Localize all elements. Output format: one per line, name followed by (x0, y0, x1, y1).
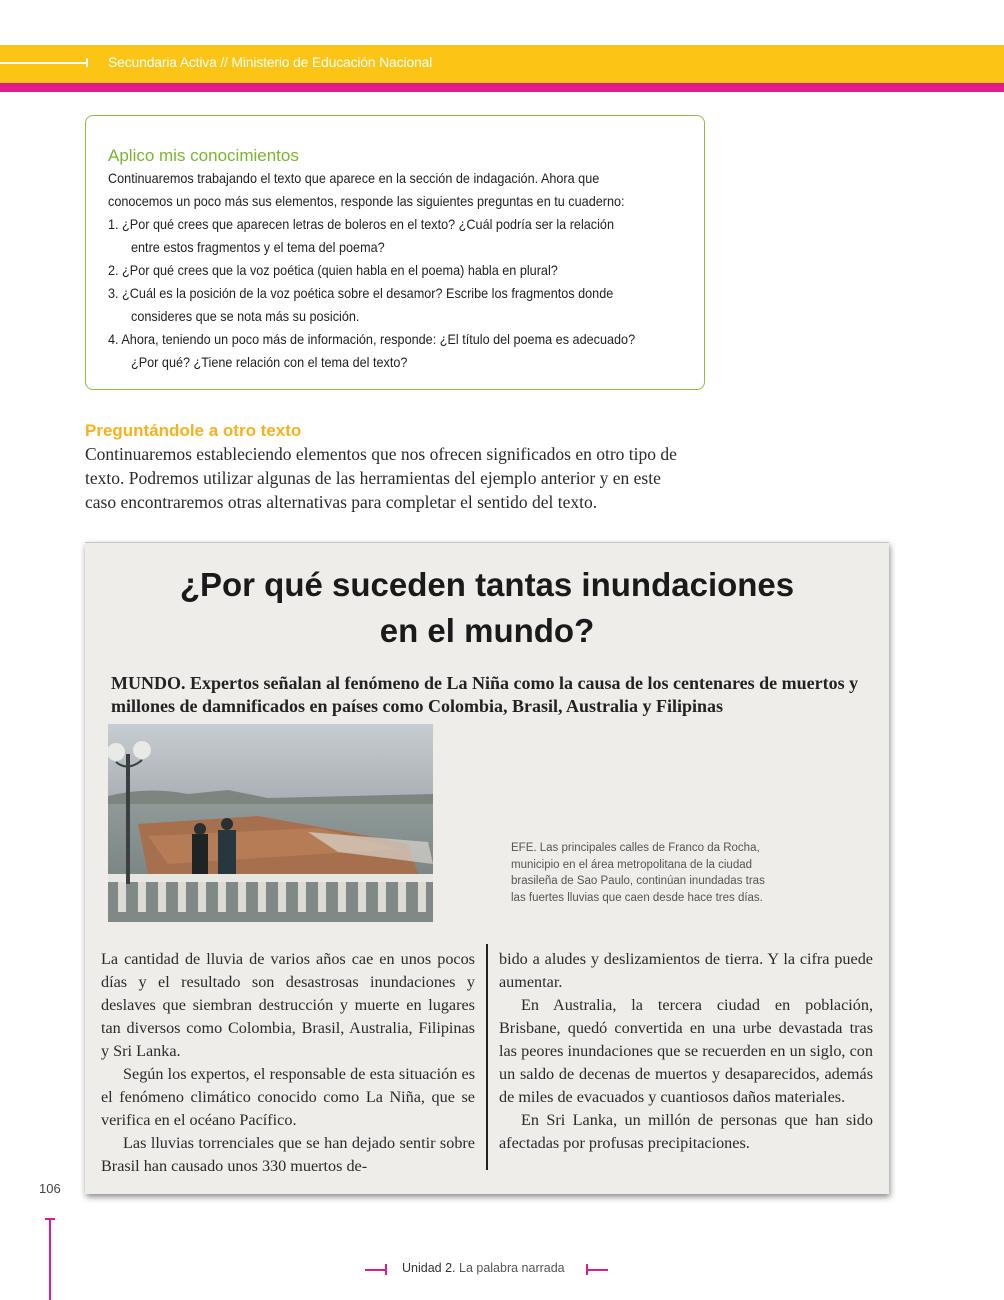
headline-line: ¿Por qué suceden tantas inundaciones (179, 566, 795, 603)
question-3-continued: consideres que se nota más su posición. (131, 309, 360, 324)
question-1-continued: entre estos fragmentos y el tema del poema? (131, 240, 385, 255)
article-paragraph: Las lluvias torrenciales que se han dejado sentir sobre Brasil han causado unos 330 muertos de- (101, 1134, 475, 1175)
footer (365, 1261, 615, 1277)
question-1: 1. ¿Por qué crees que aparecen letras de boleros en el texto? ¿Cuál podría ser la relación (108, 217, 614, 232)
article-paragraph: En Australia, la tercera ciudad en población, Brisbane, quedó convertida en una urbe devastada tras las peores inundaciones que se recuerden en un siglo, con un saldo de decenas de muertos y desaparecidos, además de miles de evacuados y cuantiosos daños materiales. (499, 996, 873, 1106)
column-divider (486, 944, 488, 1170)
headline-line: en el mundo? (379, 612, 595, 649)
flood-photo (108, 724, 433, 922)
margin-bar-decoration (49, 1218, 51, 1300)
activity-title: Aplico mis conocimientos (108, 146, 299, 165)
photo-caption: EFE. Las principales calles de Franco da Rocha, municipio en el área metropolitana de la ciudad brasileña de Sao Paulo, continúan inundadas tras las fuertes lluvias que caen desde hace tres días. (511, 842, 765, 904)
header-line-decoration (0, 62, 88, 64)
article-paragraph: Según los expertos, el responsable de esta situación es el fenómeno climático conocido como La Niña, que se verifica en el océano Pacífico. (101, 1065, 475, 1129)
question-2: 2. ¿Por qué crees que la voz poética (quien habla en el poema) habla en plural? (108, 263, 558, 278)
article-paragraph: En Sri Lanka, un millón de personas que han sido afectadas por profusas precipitaciones. (499, 1111, 873, 1152)
header-title: Secundaria Activa // Ministerio de Educación Nacional (108, 54, 433, 70)
footer-tick-decoration (385, 1264, 387, 1275)
question-3: 3. ¿Cuál es la posición de la voz poética sobre el desamor? Escribe los fragmentos donde (108, 286, 614, 301)
article-column-right (499, 948, 873, 1155)
question-4: 4. Ahora, teniendo un poco más de información, responde: ¿El título del poema es adecuado? (108, 332, 636, 347)
article-column-left (101, 948, 475, 1178)
footer-unit-label (402, 1261, 565, 1275)
article-paragraph: La cantidad de lluvia de varios años cae en unos pocos días y el resultado son desastrosas inundaciones y deslaves que siembran destrucción y muerte en lugares tan diversos como Colombia, Brasil, Australia, Filipinas y Sri Lanka. (101, 950, 475, 1060)
activity-intro-line: conocemos un poco más sus elementos, responde las siguientes preguntas en tu cuaderno: (108, 194, 625, 209)
page-number: 106 (39, 1181, 61, 1196)
footer-line-decoration (586, 1269, 608, 1271)
footer-line-decoration (365, 1269, 387, 1271)
header-stripe (0, 83, 1004, 92)
question-4-continued: ¿Por qué? ¿Tiene relación con el tema del texto? (131, 355, 408, 370)
activity-intro-line: Continuaremos trabajando el texto que aparece en la sección de indagación. Ahora que (108, 171, 600, 186)
header-tick-decoration (86, 58, 88, 67)
footer-unit-title: La palabra narrada (459, 1261, 565, 1275)
section-title: Preguntándole a otro texto (85, 421, 302, 440)
article-subhead: MUNDO. Expertos señalan al fenómeno de La Niña como la causa de los centenares de muertos y millones de damnificados en países como Colombia, Brasil, Australia y Filipinas (111, 673, 859, 716)
footer-unit-number: Unidad 2. (402, 1261, 456, 1275)
article-headline (85, 562, 889, 654)
section-paragraph: Continuaremos estableciendo elementos que nos ofrecen significados en otro tipo de texto. Podremos utilizar algunas de las herramientas del ejemplo anterior y en este caso encontraremos otras alternativas para completar el sentido del texto. (85, 444, 677, 512)
article-paragraph: bido a aludes y deslizamientos de tierra. Y la cifra puede aumentar. (499, 950, 873, 991)
